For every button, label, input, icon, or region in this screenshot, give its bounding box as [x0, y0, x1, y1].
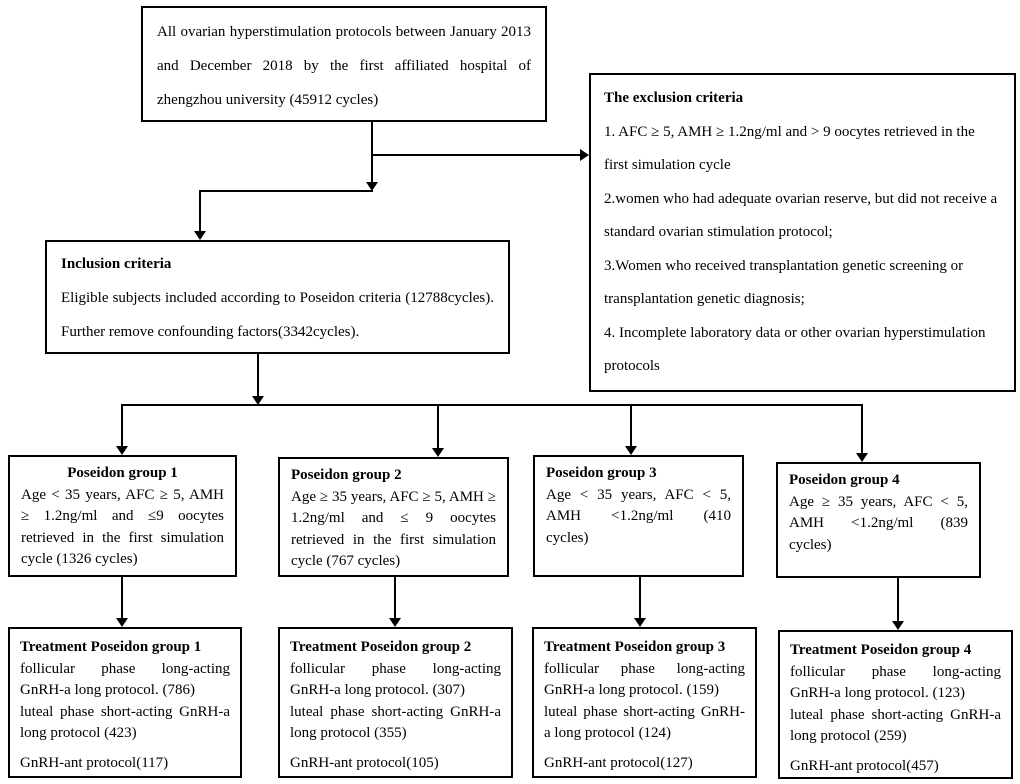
poseidon-group-1-text: Age < 35 years, AFC ≥ 5, AMH ≥ 1.2ng/ml and ≤9 oocytes retrieved in the first simulation cycle (1326 cycles): [21, 486, 224, 567]
poseidon-group-3-title: Poseidon group 3: [546, 465, 657, 481]
all-protocols-text: All ovarian hyperstimulation protocols between January 2013 and December 2018 by the first affiliated hospital of zhengzhou university (45912 cycles): [157, 24, 531, 108]
poseidon-group-2-title: Poseidon group 2: [291, 467, 402, 483]
poseidon-group-2-text: Age ≥ 35 years, AFC ≥ 5, AMH ≥ 1.2ng/ml and ≤ 9 oocytes retrieved in the first simulation cycle (767 cycles): [291, 488, 496, 569]
poseidon-group-4-text: Age ≥ 35 years, AFC < 5, AMH <1.2ng/ml (839 cycles): [789, 493, 968, 553]
treatment-group-4-line-3: GnRH-ant protocol(457): [790, 757, 939, 774]
arrowhead-treatment-3-icon: [634, 618, 646, 627]
treatment-group-3-title: Treatment Poseidon group 3: [544, 639, 726, 655]
treatment-group-1-line-3: GnRH-ant protocol(117): [20, 754, 169, 771]
connector-drop-group-1-line: [121, 404, 123, 446]
connector-distributor-rail-line: [122, 404, 863, 406]
connector-inclusion-down-line: [257, 354, 259, 396]
connector-group3-treatment3-line: [639, 577, 641, 618]
box-poseidon-group-3: [533, 455, 744, 577]
exclusion-item-3: 3.Women who received transplantation genetic screening or transplantation genetic diagnosis;: [604, 257, 964, 307]
connector-elbow-horizontal-line: [199, 190, 373, 192]
box-exclusion-criteria: [589, 73, 1016, 392]
treatment-group-2-title: Treatment Poseidon group 2: [290, 639, 472, 655]
inclusion-criteria-title: Inclusion criteria: [61, 256, 172, 272]
connector-group2-treatment2-line: [394, 577, 396, 618]
connector-group4-treatment4-line: [897, 578, 899, 621]
treatment-group-3-line-1: follicular phase long-acting GnRH-a long protocol. (159): [544, 660, 745, 698]
connector-elbow-vertical-line: [199, 190, 201, 231]
exclusion-criteria-title: The exclusion criteria: [604, 90, 744, 106]
poseidon-group-4-title: Poseidon group 4: [789, 472, 900, 488]
treatment-group-4-title: Treatment Poseidon group 4: [790, 642, 972, 658]
arrowhead-group-4-icon: [856, 453, 868, 462]
arrowhead-treatment-1-icon: [116, 618, 128, 627]
box-treatment-group-4: [778, 630, 1013, 779]
box-treatment-group-2: [278, 627, 513, 778]
treatment-group-2-line-3: GnRH-ant protocol(105): [290, 754, 439, 771]
connector-to-exclusion-line: [372, 154, 580, 156]
exclusion-item-4: 4. Incomplete laboratory data or other ovarian hyperstimulation protocols: [604, 324, 986, 374]
box-treatment-group-3: [532, 627, 757, 778]
treatment-group-4-line-2: luteal phase short-acting GnRH-a long protocol (259): [790, 706, 1001, 744]
poseidon-group-3-text: Age < 35 years, AFC < 5, AMH <1.2ng/ml (410 cycles): [546, 486, 731, 546]
treatment-group-1-title: Treatment Poseidon group 1: [20, 639, 202, 655]
connector-topbox-down-line: [371, 122, 373, 182]
connector-drop-group-3-line: [630, 404, 632, 446]
treatment-group-2-line-2: luteal phase short-acting GnRH-a long protocol (355): [290, 703, 501, 741]
box-poseidon-group-1: [8, 455, 237, 577]
connector-drop-group-4-line: [861, 404, 863, 453]
arrowhead-treatment-4-icon: [892, 621, 904, 630]
box-inclusion-criteria: [45, 240, 510, 354]
connector-group1-treatment1-line: [121, 577, 123, 618]
exclusion-item-2: 2.women who had adequate ovarian reserve, but did not receive a standard ovarian stimulation protocol;: [604, 190, 998, 240]
box-poseidon-group-2: [278, 457, 509, 577]
treatment-group-1-line-2: luteal phase short-acting GnRH-a long protocol (423): [20, 703, 230, 741]
arrowhead-to-inclusion-icon: [194, 231, 206, 240]
box-treatment-group-1: [8, 627, 242, 778]
arrowhead-group-2-icon: [432, 448, 444, 457]
poseidon-group-1-title: Poseidon group 1: [67, 465, 178, 481]
treatment-group-1-line-1: follicular phase long-acting GnRH-a long protocol. (786): [20, 660, 230, 698]
arrowhead-to-exclusion-icon: [580, 149, 589, 161]
treatment-group-3-line-2: luteal phase short-acting GnRH-a long protocol (124): [544, 703, 745, 741]
treatment-group-3-line-3: GnRH-ant protocol(127): [544, 754, 693, 771]
treatment-group-2-line-1: follicular phase long-acting GnRH-a long protocol. (307): [290, 660, 501, 698]
exclusion-item-1: 1. AFC ≥ 5, AMH ≥ 1.2ng/ml and > 9 oocytes retrieved in the first simulation cycle: [604, 123, 975, 173]
box-poseidon-group-4: [776, 462, 981, 578]
treatment-group-4-line-1: follicular phase long-acting GnRH-a long protocol. (123): [790, 663, 1001, 701]
connector-drop-group-2-line: [437, 404, 439, 448]
inclusion-criteria-text: Eligible subjects included according to Poseidon criteria (12788cycles). Further remove confounding factors(3342cycles).: [61, 290, 494, 340]
arrowhead-group-1-icon: [116, 446, 128, 455]
arrowhead-treatment-2-icon: [389, 618, 401, 627]
box-all-protocols: [141, 6, 547, 122]
arrowhead-group-3-icon: [625, 446, 637, 455]
